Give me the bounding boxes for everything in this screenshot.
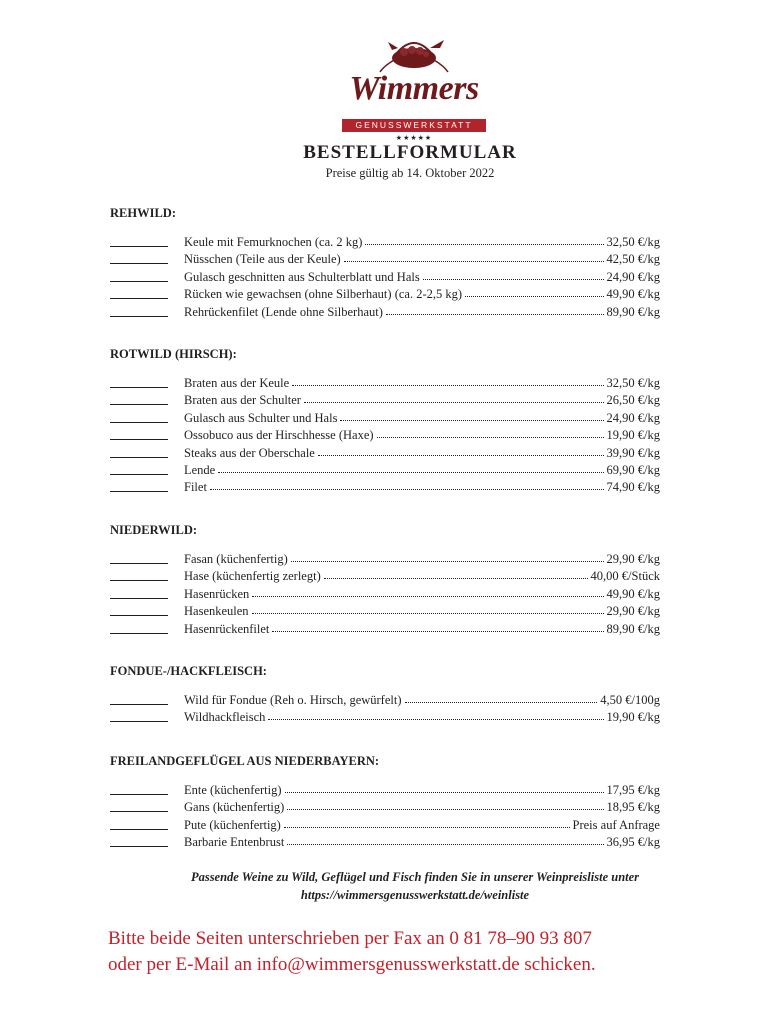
quantity-blank-field[interactable] [110,621,168,634]
order-row [110,799,660,816]
item-price: 89,90 €/kg [606,621,660,636]
dot-leader [252,603,604,614]
item-line [184,551,660,568]
item-line [184,709,660,726]
order-row [110,445,660,462]
item-price: 49,90 €/kg [606,287,660,302]
order-row [110,709,660,726]
item-price: 89,90 €/kg [606,304,660,319]
item-line [184,603,660,620]
quantity-blank-field[interactable] [110,445,168,458]
dot-leader [365,234,603,245]
order-row [110,692,660,709]
order-row [110,304,660,321]
item-price: 19,90 €/kg [606,710,660,725]
section-heading: REHWILD: [110,206,176,220]
quantity-blank-field[interactable] [110,782,168,795]
brand-logo [334,26,494,142]
quantity-blank-field[interactable] [110,269,168,282]
dot-leader [291,551,604,562]
item-name: Braten aus der Keule [184,376,290,390]
item-name: Ossobuco aus der Hirschhesse (Haxe) [184,428,374,443]
logo-wordmark: Wimmers [349,70,479,107]
item-price: 29,90 €/kg [606,604,660,619]
dot-leader [318,445,604,456]
item-name: Gulasch geschnitten aus Schulterblatt und Hals [184,269,420,284]
item-line [184,817,660,834]
quantity-blank-field[interactable] [110,568,168,581]
dot-leader [340,410,603,421]
dot-leader [287,834,603,845]
order-row [110,269,660,286]
quantity-blank-field[interactable] [110,304,168,317]
quantity-blank-field[interactable] [110,551,168,564]
order-row [110,586,660,603]
item-name: Wildhackfleisch [184,710,266,725]
order-row [110,462,660,479]
quantity-blank-field[interactable] [110,799,168,812]
dot-leader [292,375,603,386]
logo-banner: GENUSSWERKSTATT [342,119,486,132]
item-line [184,462,660,479]
item-price: 17,95 €/kg [606,783,660,797]
item-price: 32,50 €/kg [606,235,660,249]
quantity-blank-field[interactable] [110,479,168,492]
quantity-blank-field[interactable] [110,375,168,388]
item-price: 18,95 €/kg [606,800,660,815]
item-name: Keule mit Femurknochen (ca. 2 kg) [184,235,363,249]
item-price: 39,90 €/kg [606,445,660,460]
order-row [110,392,660,409]
item-price: 19,90 €/kg [606,428,660,443]
item-name: Gans (küchenfertig) [184,800,285,815]
order-row [110,479,660,496]
section-heading: FREILANDGEFLÜGEL AUS NIEDERBAYERN: [110,754,380,768]
item-name: Hasenrücken [184,586,250,601]
item-price: 74,90 €/kg [606,480,660,495]
item-line [184,479,660,496]
dot-leader [405,692,598,703]
section-heading: NIEDERWILD: [110,523,198,537]
section-heading: ROTWILD (HIRSCH): [110,347,237,361]
item-line [184,304,660,321]
email-instruction: oder per E-Mail an info@wimmersgenusswerkstatt.de schicken. [108,954,596,975]
item-line [184,586,660,603]
order-row [110,410,660,427]
item-price: 24,90 €/kg [606,269,660,284]
item-name: Gulasch aus Schulter und Hals [184,410,338,425]
quantity-blank-field[interactable] [110,834,168,847]
item-line [184,621,660,638]
order-row [110,251,660,268]
quantity-blank-field[interactable] [110,692,168,705]
order-row [110,234,660,251]
order-row [110,603,660,620]
quantity-blank-field[interactable] [110,286,168,299]
item-name: Steaks aus der Oberschale [184,445,315,460]
price-validity: Preise gültig ab 14. Oktober 2022 [325,166,495,180]
item-line [184,269,660,286]
item-line [184,427,660,444]
item-price: 40,00 €/Stück [590,569,660,584]
dot-leader [210,479,604,490]
item-price: 26,50 €/kg [606,393,660,408]
item-line [184,375,660,392]
order-row [110,427,660,444]
dot-leader [377,427,604,438]
item-name: Hasenrückenfilet [184,621,270,636]
item-name: Rehrückenfilet (Lende ohne Silberhaut) [184,304,383,319]
quantity-blank-field[interactable] [110,709,168,722]
item-price: 32,50 €/kg [606,376,660,390]
page-title: BESTELLFORMULAR [303,142,517,163]
item-name: Ente (küchenfertig) [184,783,282,797]
dot-leader [218,462,603,473]
item-price: 4,50 €/100g [600,693,660,707]
dot-leader [324,568,588,579]
quantity-blank-field[interactable] [110,603,168,616]
dot-leader [285,782,604,793]
item-name: Filet [184,480,207,495]
dot-leader [386,304,604,315]
item-price: Preis auf Anfrage [572,817,660,832]
item-price: 29,90 €/kg [606,552,660,566]
item-name: Fasan (küchenfertig) [184,552,288,566]
quantity-blank-field[interactable] [110,410,168,423]
item-line [184,834,660,851]
order-row [110,375,660,392]
order-row [110,551,660,568]
quantity-blank-field[interactable] [110,427,168,440]
section-heading: FONDUE-/HACKFLEISCH: [110,664,267,678]
dot-leader [272,621,603,632]
quantity-blank-field[interactable] [110,392,168,405]
item-line [184,782,660,799]
item-price: 49,90 €/kg [606,586,660,601]
dot-leader [287,799,603,810]
wine-list-link[interactable]: https://wimmersgenusswerkstatt.de/weinliste [300,888,530,902]
basket-icon [334,26,494,76]
item-line [184,568,660,585]
item-name: Hasenkeulen [184,604,249,619]
dot-leader [344,251,604,262]
item-price: 36,95 €/kg [606,835,660,850]
item-price: 42,50 €/kg [606,252,660,267]
item-line [184,392,660,409]
item-name: Braten aus der Schulter [184,393,301,408]
quantity-blank-field[interactable] [110,586,168,599]
item-name: Hase (küchenfertig zerlegt) [184,569,321,584]
logo-stars: ★★★★★ [395,134,433,142]
item-name: Lende [184,463,216,477]
dot-leader [465,286,603,297]
item-price: 24,90 €/kg [606,410,660,425]
order-row [110,834,660,851]
item-line [184,799,660,816]
item-price: 69,90 €/kg [606,463,660,477]
item-line [184,286,660,303]
quantity-blank-field[interactable] [110,462,168,475]
item-line [184,445,660,462]
item-line [184,251,660,268]
item-name: Wild für Fondue (Reh o. Hirsch, gewürfelt) [184,693,402,707]
dot-leader [252,586,603,597]
order-row [110,286,660,303]
dot-leader [304,392,604,403]
item-name: Barbarie Entenbrust [184,835,285,850]
dot-leader [284,817,570,828]
item-name: Pute (küchenfertig) [184,817,281,832]
item-name: Rücken wie gewachsen (ohne Silberhaut) (ca. 2-2,5 kg) [184,287,463,302]
fax-instruction: Bitte beide Seiten unterschrieben per Fax an 0 81 78–90 93 807 [108,928,592,949]
dot-leader [268,709,603,720]
item-line [184,234,660,251]
order-row [110,817,660,834]
wine-note [95,868,735,904]
dot-leader [423,269,604,280]
wine-note-text: Passende Weine zu Wild, Geflügel und Fisch finden Sie in unserer Weinpreisliste unter [190,870,640,884]
quantity-blank-field[interactable] [110,234,168,247]
order-row [110,782,660,799]
item-line [184,410,660,427]
item-line [184,692,660,709]
quantity-blank-field[interactable] [110,817,168,830]
quantity-blank-field[interactable] [110,251,168,264]
order-row [110,621,660,638]
order-row [110,568,660,585]
item-name: Nüsschen (Teile aus der Keule) [184,252,341,267]
